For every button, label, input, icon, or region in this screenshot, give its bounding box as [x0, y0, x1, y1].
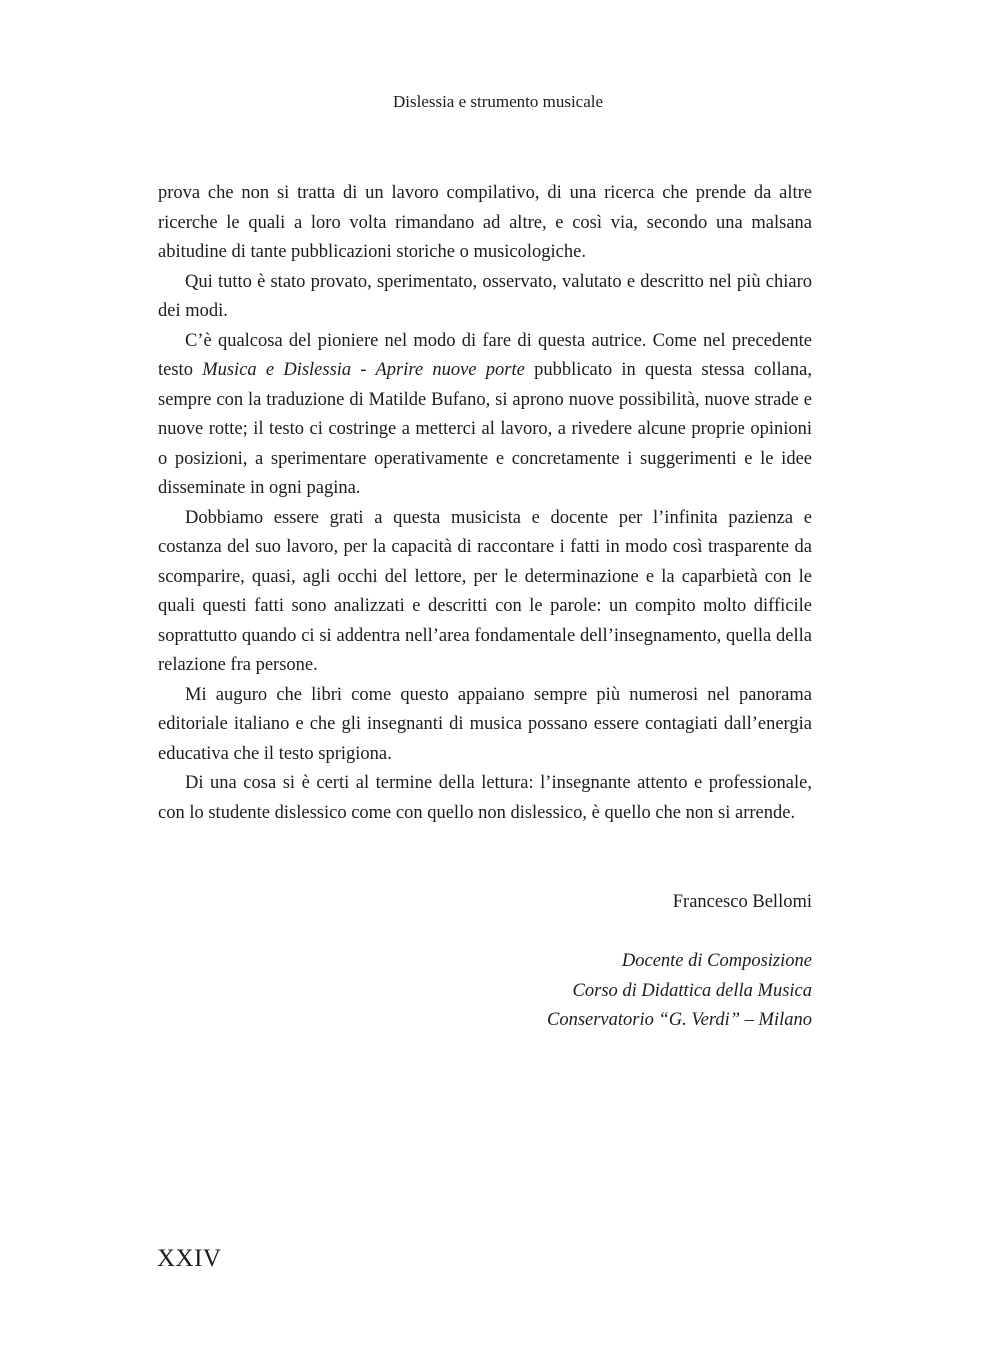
page-number: XXIV	[157, 1245, 222, 1272]
affiliation-role: Docente di Composizione	[621, 951, 812, 971]
paragraph-3-lead: C’è qualcosa del pioniere nel modo di fare di questa autrice. Come nel precedente testo	[158, 330, 812, 380]
paragraph-5: Mi auguro che libri come questo appaiano sempre più numerosi nel panorama editoriale italiano e che gli insegnanti di musica possano essere contagiati dall’energia educativa che il testo sprigiona.	[158, 684, 812, 764]
affiliation-institution: Conservatorio “G. Verdi” – Milano	[546, 1010, 812, 1030]
paragraph-3-rest: pubblicato in questa stessa collana, sempre con la traduzione di Matilde Bufano, si aprono nuove possibilità, nuove strade e nuove rotte; il testo ci costringe a metterci al lavoro, a rivedere alcune proprie opinioni o posizioni, a sperimentare operativamente e concretamente i suggerimenti e le idee disseminate in ogni pagina.	[158, 360, 812, 498]
paragraph-4: Dobbiamo essere grati a questa musicista e docente per l’infinita pazienza e costanza del suo lavoro, per la capacità di raccontare i fatti in modo così trasparente da scomparire, quasi, agli occhi del lettore, per le determinazione e la caparbietà con le quali questi fatti sono analizzati e descritti con le parole: un compito molto difficile soprattutto quando ci si addentra nell’area fondamentale dell’insegnamento, quella della relazione fra persone.	[158, 507, 812, 675]
paragraph-3	[158, 327, 812, 504]
author-signature: Francesco Bellomi	[672, 892, 812, 912]
affiliation-course: Corso di Didattica della Musica	[572, 980, 812, 1001]
running-header: Dislessia e strumento musicale	[392, 92, 604, 111]
paragraph-1: prova che non si tratta di un lavoro compilativo, di una ricerca che prende da altre ricerche le quali a loro volta rimandano ad altre, e così via, secondo una malsana abitudine di tante pubblicazioni storiche o musicologiche.	[158, 183, 812, 262]
paragraph-2: Qui tutto è stato provato, sperimentato, osservato, valutato e descritto nel più chiaro dei modi.	[158, 271, 812, 321]
cited-book-title: Musica e Dislessia - Aprire nuove porte	[202, 360, 525, 380]
author-affiliation	[158, 947, 812, 1036]
body-text	[158, 179, 812, 828]
paragraph-6: Di una cosa si è certi al termine della lettura: l’insegnante attento e professionale, con lo studente dislessico come con quello non dislessico, è quello che non si arrende.	[158, 773, 812, 823]
